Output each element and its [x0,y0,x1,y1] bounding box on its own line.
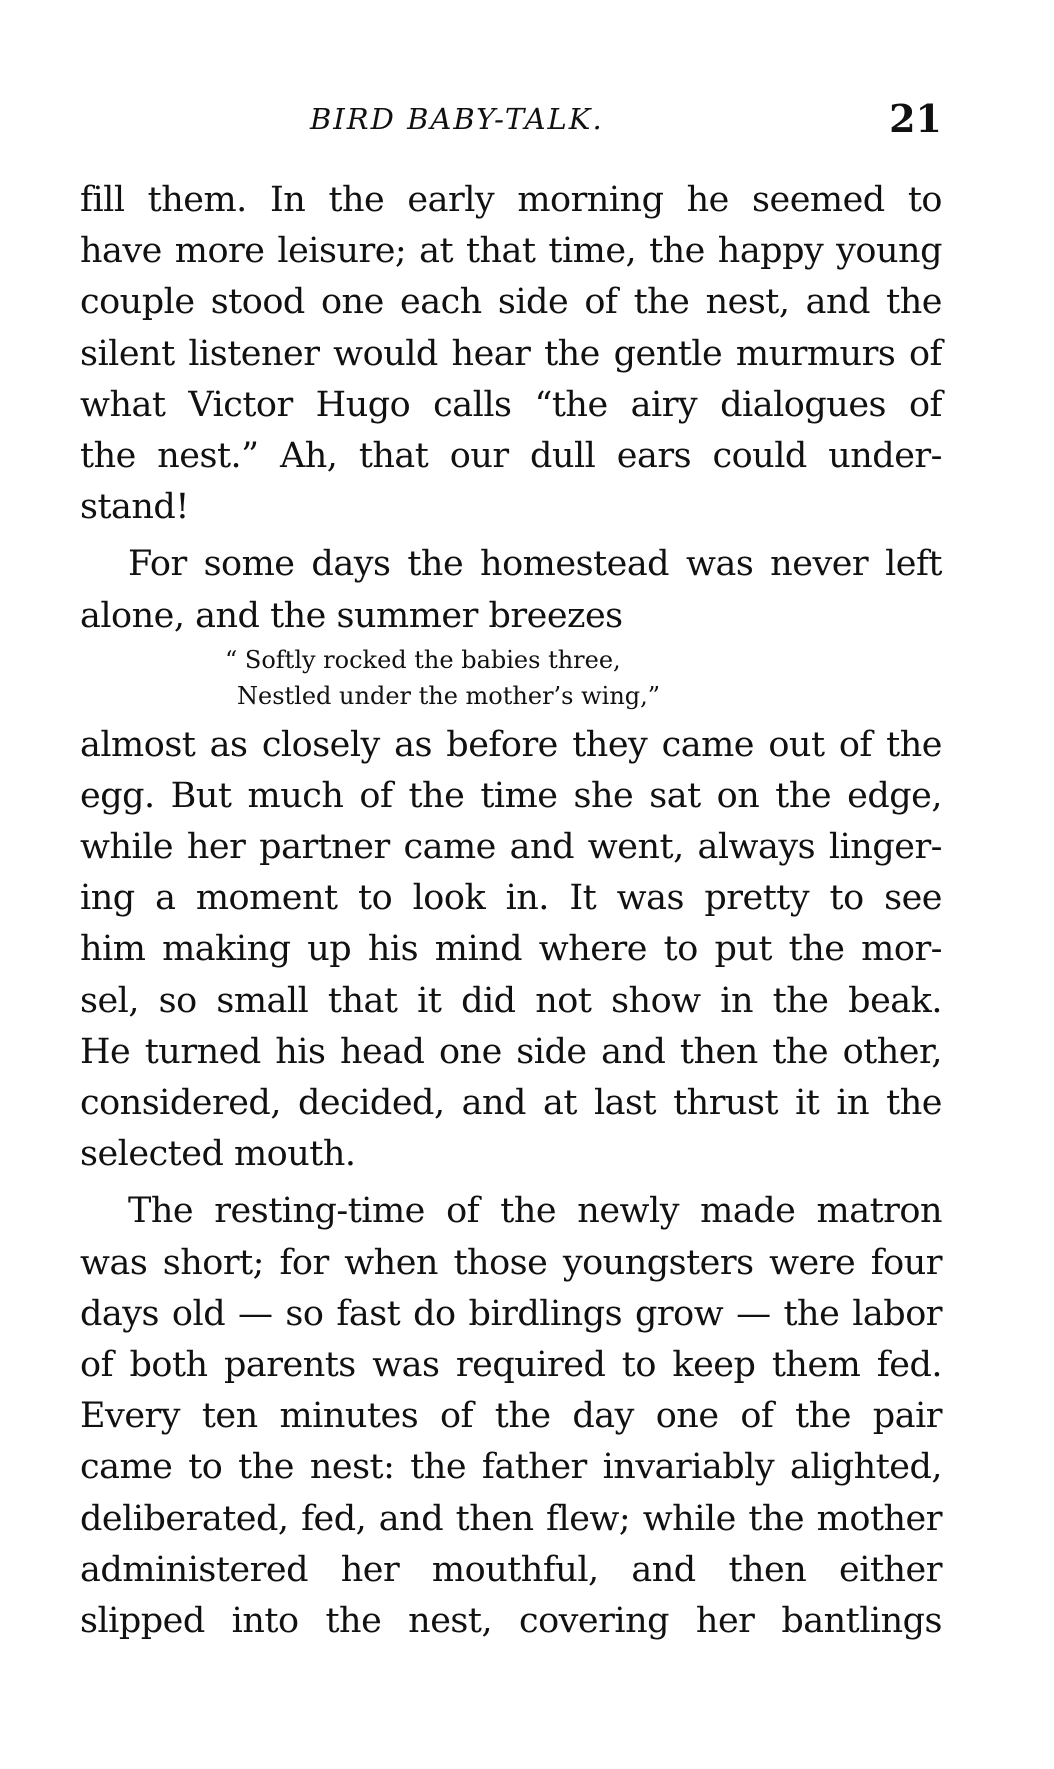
text-line: ing a moment to look in. It was pretty to see [80,878,942,919]
body-text [80,175,942,1647]
verse-quote [80,642,942,720]
running-title: BIRD BABY-TALK. [310,102,604,136]
paragraph-1 [80,175,942,533]
text-line: considered, decided, and at last thrust it in the [80,1083,942,1123]
text-line: of both parents was required to keep them fed. [80,1344,942,1385]
text-line: stand! [80,487,189,528]
text-line: the nest.” Ah, that our dull ears could under- [80,435,942,476]
paragraph-2 [80,539,942,641]
text-line: alone, and the summer breezes [80,595,623,636]
text-line: him making up his mind where to put the mor- [80,929,942,970]
text-line: Every ten minutes of the day one of the pair [80,1396,942,1437]
text-line: selected mouth. [80,1134,356,1175]
verse-line: “ Softly rocked the babies three, [225,645,621,674]
verse-line: Nestled under the mother’s wing,” [237,681,661,710]
text-line: He turned his head one side and then the other, [80,1031,942,1072]
text-line: silent listener would hear the gentle murmurs of [80,333,942,374]
running-head [80,96,942,146]
text-line: couple stood one each side of the nest, and the [80,282,942,323]
text-line: have more leisure; at that time, the happy young [80,231,942,272]
text-line: while her partner came and went, always linger- [80,827,942,868]
text-line: fill them. In the early morning he seemed to [80,180,942,220]
text-line: came to the nest: the father invariably alighted, [80,1447,942,1488]
text-line: sel, so small that it did not show in the beak. [80,980,942,1021]
text-line: was short; for when those youngsters were four [80,1242,942,1283]
page-number: 21 [889,96,942,141]
text-line: what Victor Hugo calls “the airy dialogues of [80,384,942,425]
text-line: deliberated, fed, and then flew; while the mother [80,1498,942,1539]
text-line: The resting-time of the newly made matron [128,1191,942,1232]
text-line: For some days the homestead was never left [128,544,942,585]
paragraph-4 [80,1186,942,1647]
text-line: administered her mouthful, and then either [80,1549,942,1590]
text-line: almost as closely as before they came out of the [80,724,942,765]
text-line: days old — so fast do birdlings grow — the labor [80,1293,942,1334]
paragraph-3 [80,720,942,1181]
text-line: egg. But much of the time she sat on the edge, [80,775,942,816]
text-line: slipped into the nest, covering her bantlings [80,1600,942,1641]
